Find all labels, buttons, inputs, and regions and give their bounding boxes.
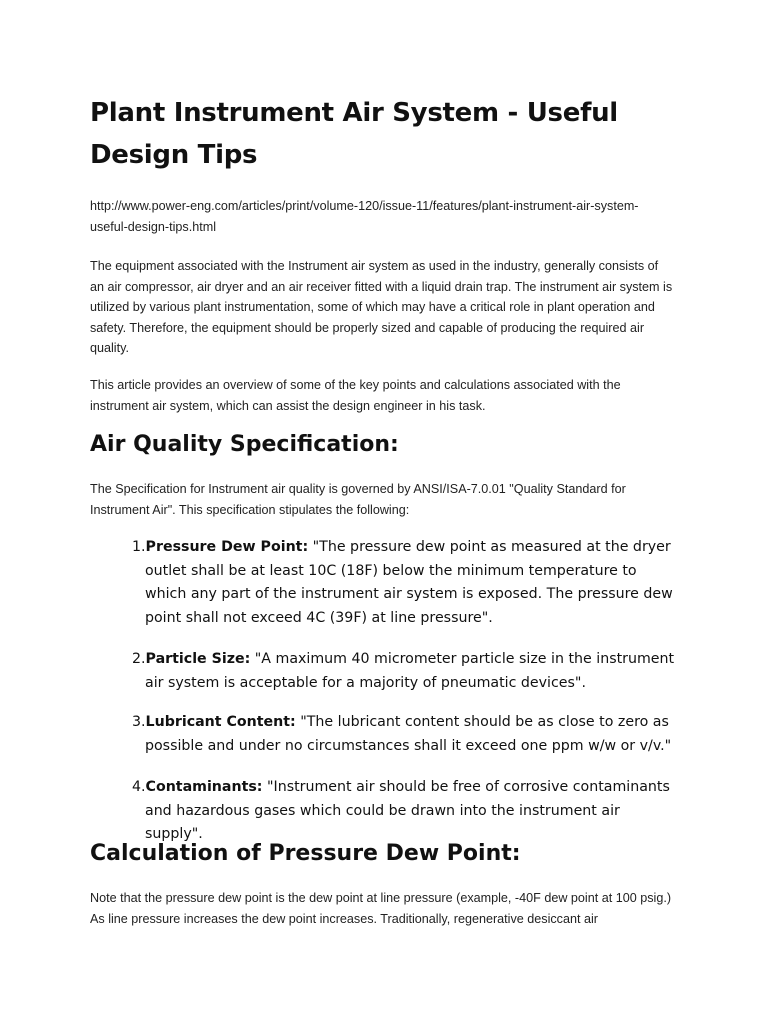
list-item xyxy=(122,648,682,695)
list-item-text: "A maximum 40 micrometer particle size in the instrument air system is acceptable for a majority of pneumatic devices". xyxy=(145,651,675,691)
list-item-number: 4. xyxy=(132,779,146,795)
list-item-term: Pressure Dew Point: xyxy=(145,539,309,555)
list-item xyxy=(122,536,682,630)
list-item-text: "The pressure dew point as measured at the dryer outlet shall be at least 10C (18F) below the minimum temperature to which any part of the instrument air system is exposed. The pressure dew point shall not exceed 4C (39F) at line pressure". xyxy=(145,539,673,626)
list-item-text: "The lubricant content should be as close to zero as possible and under no circumstances shall it exceed one ppm w/w or v/v." xyxy=(145,714,672,754)
list-item-term: Contaminants: xyxy=(145,779,263,795)
list-item-number: 3. xyxy=(132,714,146,730)
list-item-text: "Instrument air should be free of corrosive contaminants and hazardous gases which could be drawn into the instrument air supply". xyxy=(145,779,670,842)
dew-point-calc-heading: Calculation of Pressure Dew Point: xyxy=(90,841,521,866)
list-item-term: Lubricant Content: xyxy=(145,714,296,730)
source-url: http://www.power-eng.com/articles/print/volume-120/issue-11/features/plant-instrument-air-system-useful-design-tips.html xyxy=(90,199,639,234)
air-quality-heading: Air Quality Specification: xyxy=(90,432,399,457)
intro-paragraph: The equipment associated with the Instrument air system as used in the industry, generally consists of an air compressor, air dryer and an air receiver fitted with a liquid drain trap. The instrument air system is utilized by various plant instrumentation, some of which may have a critical role in plant operation and safety. Therefore, the equipment should be properly sized and capable of producing the required air quality. xyxy=(90,259,673,355)
list-item-term: Particle Size: xyxy=(145,651,251,667)
list-item-number: 1. xyxy=(132,539,146,555)
page-title: Plant Instrument Air System - Useful Design Tips xyxy=(90,98,618,170)
list-item-number: 2. xyxy=(132,651,146,667)
list-item xyxy=(122,776,682,847)
list-item xyxy=(122,711,682,758)
air-quality-paragraph: The Specification for Instrument air quality is governed by ANSI/ISA-7.0.01 "Quality Standard for Instrument Air". This specification stipulates the following: xyxy=(90,482,626,517)
overview-paragraph: This article provides an overview of some of the key points and calculations associated with the instrument air system, which can assist the design engineer in his task. xyxy=(90,378,621,413)
dew-point-calc-paragraph: Note that the pressure dew point is the dew point at line pressure (example, -40F dew point at 100 psig.) As line pressure increases the dew point increases. Traditionally, regenerative desiccant air xyxy=(90,891,672,926)
